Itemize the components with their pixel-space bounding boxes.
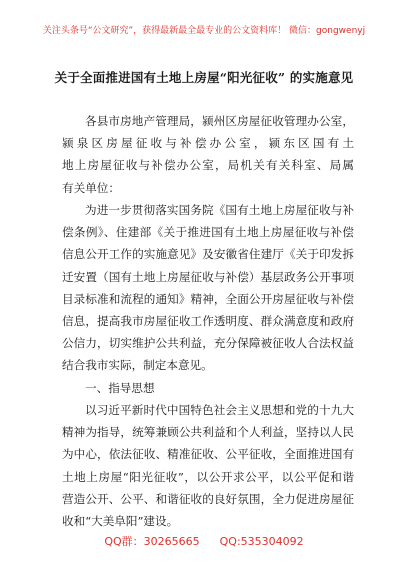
- paragraph-line: 精神为指导，统筹兼顾公共利益和个人利益，坚持以人民: [62, 425, 354, 440]
- paragraph-line: 公信力，切实维护公共利益，充分保障被征收人合法权益: [62, 336, 354, 351]
- paragraph-line: 偿条例》、住建部《关于推进国有土地上房屋征收与补偿: [62, 225, 354, 240]
- paragraph-line: 以习近平新时代中国特色社会主义思想和党的十九大: [85, 403, 354, 417]
- addressee-line: 有关单位：: [62, 180, 120, 195]
- section-heading: 一、指导思想: [85, 381, 155, 395]
- paragraph-line: 信息公开工作的实施意见》及安徽省住建厅《关于印发拆: [62, 247, 354, 262]
- footer-qq: QQ:535304092: [219, 535, 304, 548]
- paragraph-line: 营造公开、公平、和谐征收的良好氛围，全力促进房屋征: [62, 491, 354, 506]
- paragraph-line: 迁安置（国有土地上房屋征收与补偿）基层政务公开事项: [62, 269, 354, 284]
- paragraph-line: 为进一步贯彻落实国务院《国有土地上房屋征收与补: [85, 203, 354, 217]
- addressee-line: 各县市房地产管理局，颍州区房屋征收管理办公室，: [85, 114, 354, 128]
- header-note: 关注头条号“公文研究”，获得最新最全最专业的公文资料库！ 微信：gongwenyj: [42, 26, 366, 36]
- paragraph-line: 为中心，依法征收、精准征收、公平征收，全面推进国有: [62, 447, 354, 462]
- paragraph-line: 结合我市实际，制定本意见。: [62, 358, 213, 373]
- addressee-block: [62, 110, 354, 199]
- addressee-line: 颍泉区房屋征收与补偿办公室，颍东区国有土: [62, 136, 354, 151]
- addressee-line: 地上房屋征收与补偿办公室，局机关有关科室、局属: [62, 158, 354, 173]
- paragraph-guiding-ideology: [62, 399, 354, 532]
- paragraph-line: 收和“大美阜阳”建设。: [62, 513, 179, 528]
- paragraph-line: 目录标准和流程的通知》精神，全面公开房屋征收与补偿: [62, 291, 354, 306]
- footer-qq-group: QQ群：30265665: [104, 535, 200, 548]
- section-heading-block: [62, 377, 354, 399]
- paragraph-line: 信息，提高我市房屋征收工作透明度、群众满意度和政府: [62, 313, 354, 328]
- footer-contact: [0, 533, 408, 549]
- document-title: 关于全面推进国有土地上房屋“阳光征收” 的实施意见: [54, 70, 354, 85]
- paragraph-line: 土地上房屋“阳光征收”，以公开求公平，以公平促和谐: [62, 469, 354, 484]
- paragraph-purpose: [62, 199, 354, 377]
